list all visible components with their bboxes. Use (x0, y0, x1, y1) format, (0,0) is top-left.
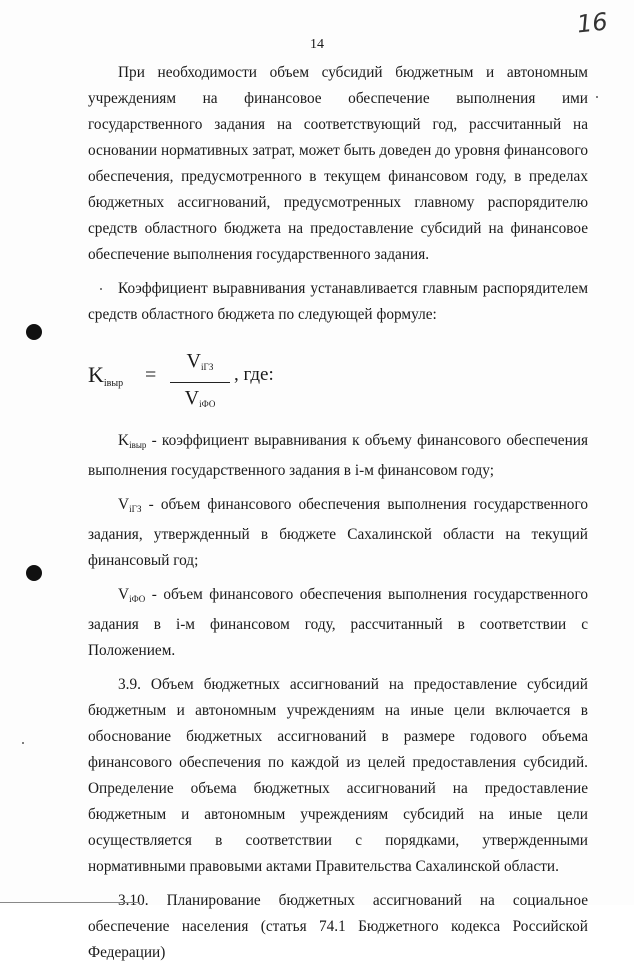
formula-lhs: Kiвыр (88, 362, 124, 389)
section-3-10: 3.10. Планирование бюджетных ассигнований на социальное обеспечение населения (статья 74.1 Бюджетного кодекса Российской Федерации) (88, 892, 588, 961)
formula-fraction (170, 348, 230, 417)
equalization-coefficient-formula (88, 348, 588, 410)
formula-numerator: $V_{iГЗ}$ (186, 350, 214, 372)
page-number: 14 (310, 37, 324, 52)
scan-speck (22, 742, 24, 744)
fraction-bar (170, 382, 230, 383)
section-3-9: 3.9. Объем бюджетных ассигнований на предоставление субсидий бюджетным и автономным учреждениям на иные цели включается в обоснование бюджетных ассигнований в размере годового объема финансового обеспечения по каждой из целей предоставления субсидий. Определение объема бюджетных ассигнований на предоставление бюджетным и автономным учреждениям субсидий на иные цели осуществляется в соответствии с порядками, утвержденными нормативными правовыми актами Правительства Сахалинской области. (88, 676, 588, 875)
formula-equals-sign: = (145, 364, 157, 386)
formula-denominator: $V_{iФО}$ (184, 387, 216, 409)
paragraph: Коэффициент выравнивания устанавливается главным распорядителем средств областного бюджета по следующей формуле: (88, 280, 588, 323)
scan-speck (596, 96, 598, 98)
paragraph: При необходимости объем субсидий бюджетным и автономным учреждениям на финансовое обеспечение выполнения ими государственного задания на соответствующий год, рассчитанный на основании нормативных затрат, может быть доведен до уровня финансового обеспечения, предусмотренного в текущем финансовом году, в пределах бюджетных ассигнований, предусмотренных главному распорядителю средств областного бюджета на предоставление субсидий на финансовое обеспечение выполнения государственного задания. (88, 64, 588, 263)
definition-v-gz: $V_{iГЗ}$ - объем финансового обеспечения выполнения государственного задания, утвержденный в бюджете Сахалинской области на текущий финансовый год; (88, 496, 588, 569)
scan-edge-line (0, 902, 140, 903)
punch-hole-mark (26, 565, 42, 581)
punch-hole-mark (26, 324, 42, 340)
formula-tail: , где: (234, 364, 274, 385)
document-body (88, 60, 588, 966)
handwritten-sheet-number: 16 (576, 7, 610, 39)
definition-k: $K_{iвыр}$ - коэффициент выравнивания к объему финансового обеспечения выполнения государственного задания в i-м финансовом году; (88, 432, 588, 479)
definition-v-fo: $V_{iФО}$ - объем финансового обеспечения выполнения государственного задания в i-м финансовом году, рассчитанный в соответствии с Положением. (88, 586, 588, 659)
